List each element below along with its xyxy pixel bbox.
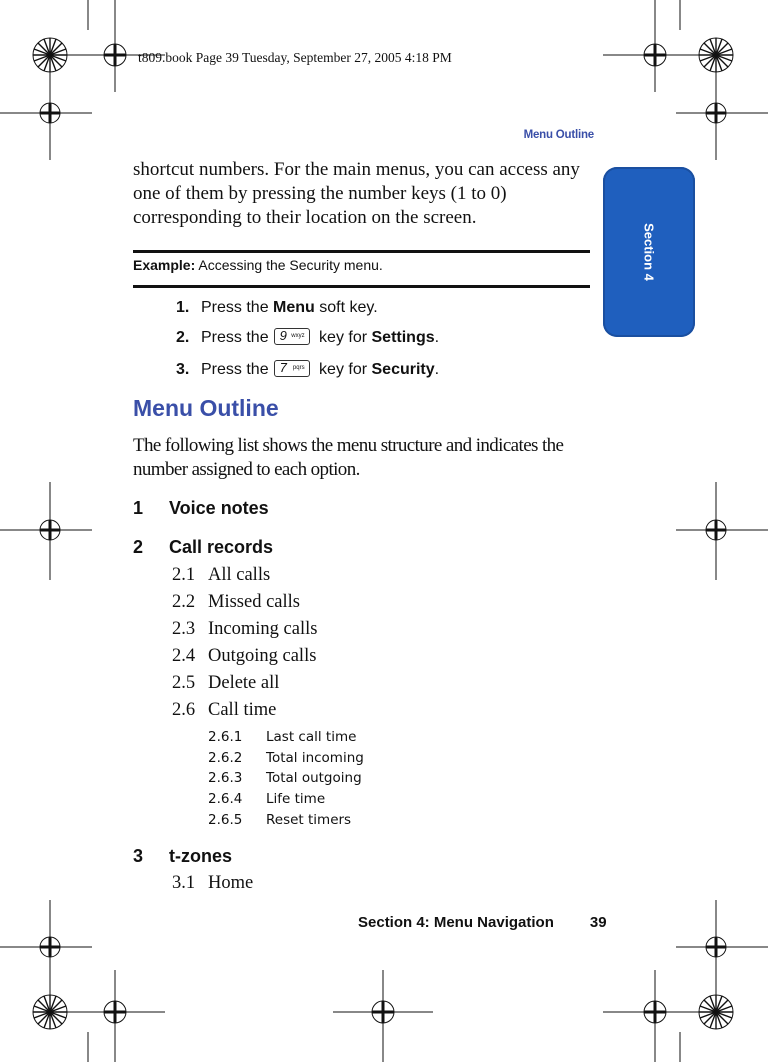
- running-head: Menu Outline: [523, 129, 594, 141]
- menu-label: Delete all: [208, 673, 280, 693]
- menu-label: Incoming calls: [208, 619, 318, 639]
- menu-subitem: [172, 873, 253, 894]
- key-letters: pqrs: [292, 365, 305, 371]
- menu-subitem: [172, 619, 317, 640]
- step-text: key for: [314, 329, 372, 346]
- menu-item-voice-notes: [133, 498, 269, 519]
- divider-top: [133, 250, 590, 253]
- step-text: .: [434, 361, 440, 378]
- menu-number: 3.1: [172, 873, 196, 893]
- crosshair-mark: [0, 60, 92, 160]
- menu-subsubitem: [208, 770, 362, 786]
- menu-subsubitem: [208, 791, 325, 807]
- step-text: soft key.: [314, 299, 378, 316]
- step-text: Press the: [201, 299, 274, 316]
- step-1: [176, 299, 378, 317]
- starburst-mark: [699, 38, 733, 72]
- menu-label: Missed calls: [208, 592, 300, 612]
- menu-item-call-records: [133, 537, 273, 558]
- menu-number: 2.2: [172, 592, 196, 612]
- menu-number: 2.6.4: [208, 791, 243, 807]
- menu-number: 2.5: [172, 673, 196, 693]
- menu-label: t-zones: [169, 846, 232, 866]
- step-number: 1.: [176, 299, 190, 316]
- menu-number: 2: [133, 537, 144, 557]
- step-2: [176, 328, 439, 347]
- crosshair-mark: [676, 482, 768, 580]
- menu-label: Call time: [208, 700, 277, 720]
- section-tab-label: Section 4: [641, 223, 657, 281]
- section-title: Menu Outline: [133, 395, 279, 421]
- divider-bottom: [133, 285, 590, 288]
- menu-number: 2.4: [172, 646, 196, 666]
- menu-number: 2.6.1: [208, 729, 243, 745]
- crosshair-mark: [603, 0, 708, 92]
- keypad-9-icon: [274, 328, 310, 345]
- page-footer: [358, 914, 607, 931]
- menu-subitem: [172, 565, 270, 586]
- menu-number: 2.6: [172, 700, 196, 720]
- menu-label: Home: [208, 873, 254, 893]
- menu-subitem: [172, 700, 276, 721]
- print-job-header: t809.book Page 39 Tuesday, September 27, 2005 4:18 PM: [138, 50, 452, 65]
- step-emphasis: Menu: [273, 299, 315, 316]
- menu-subsubitem: [208, 812, 351, 828]
- step-3: [176, 360, 439, 379]
- key-digit: 7: [279, 360, 287, 375]
- example-note: [133, 257, 383, 273]
- section-intro: The following list shows the menu structure and indicates the number assigned to each option.: [133, 435, 564, 480]
- step-emphasis: Security: [371, 361, 435, 378]
- menu-number: 2.3: [172, 619, 196, 639]
- crosshair-mark: [676, 900, 768, 1000]
- menu-label: Life time: [266, 791, 326, 807]
- keypad-7-icon: [274, 360, 310, 377]
- step-text: Press the: [201, 361, 269, 378]
- crosshair-mark: [333, 970, 433, 1062]
- page-number: 39: [589, 914, 607, 931]
- example-text: Accessing the Security menu.: [198, 257, 383, 273]
- menu-label: Reset timers: [266, 812, 352, 828]
- step-number: 3.: [176, 361, 190, 378]
- starburst-mark: [33, 995, 67, 1029]
- starburst-mark: [699, 995, 733, 1029]
- menu-number: 1: [133, 498, 144, 518]
- starburst-mark: [33, 38, 67, 72]
- crosshair-mark: [0, 482, 92, 580]
- menu-subitem: [172, 592, 300, 613]
- crosshair-mark: [603, 970, 708, 1062]
- step-text: key for: [314, 361, 372, 378]
- crosshair-mark: [60, 970, 165, 1062]
- menu-label: Total incoming: [266, 750, 364, 766]
- step-text: Press the: [201, 329, 269, 346]
- crosshair-mark: [60, 0, 165, 92]
- menu-item-t-zones: [133, 846, 232, 867]
- menu-number: 2.1: [172, 565, 196, 585]
- crosshair-mark: [676, 60, 768, 160]
- menu-label: Total outgoing: [266, 770, 362, 786]
- menu-label: Outgoing calls: [208, 646, 317, 666]
- menu-label: Last call time: [266, 729, 357, 745]
- example-label: Example:: [133, 257, 196, 273]
- menu-number: 3: [133, 846, 144, 866]
- section-tab: [603, 167, 695, 337]
- menu-subsubitem: [208, 750, 364, 766]
- menu-label: Call records: [169, 537, 274, 557]
- menu-subitem: [172, 646, 316, 667]
- intro-paragraph: shortcut numbers. For the main menus, you can access any one of them by pressing the number keys (1 to 0) corresponding to their location on the screen.: [133, 159, 580, 228]
- menu-number: 2.6.3: [208, 770, 243, 786]
- menu-number: 2.6.2: [208, 750, 243, 766]
- key-digit: 9: [279, 328, 287, 343]
- key-letters: wxyz: [291, 333, 305, 339]
- menu-number: 2.6.5: [208, 812, 243, 828]
- menu-subitem: [172, 673, 279, 694]
- menu-subsubitem: [208, 729, 356, 745]
- crosshair-mark: [0, 900, 92, 1000]
- menu-label: Voice notes: [169, 498, 269, 518]
- step-number: 2.: [176, 329, 190, 346]
- step-text: .: [434, 329, 440, 346]
- footer-section: Section 4: Menu Navigation: [358, 914, 554, 931]
- step-emphasis: Settings: [371, 329, 435, 346]
- menu-label: All calls: [208, 565, 271, 585]
